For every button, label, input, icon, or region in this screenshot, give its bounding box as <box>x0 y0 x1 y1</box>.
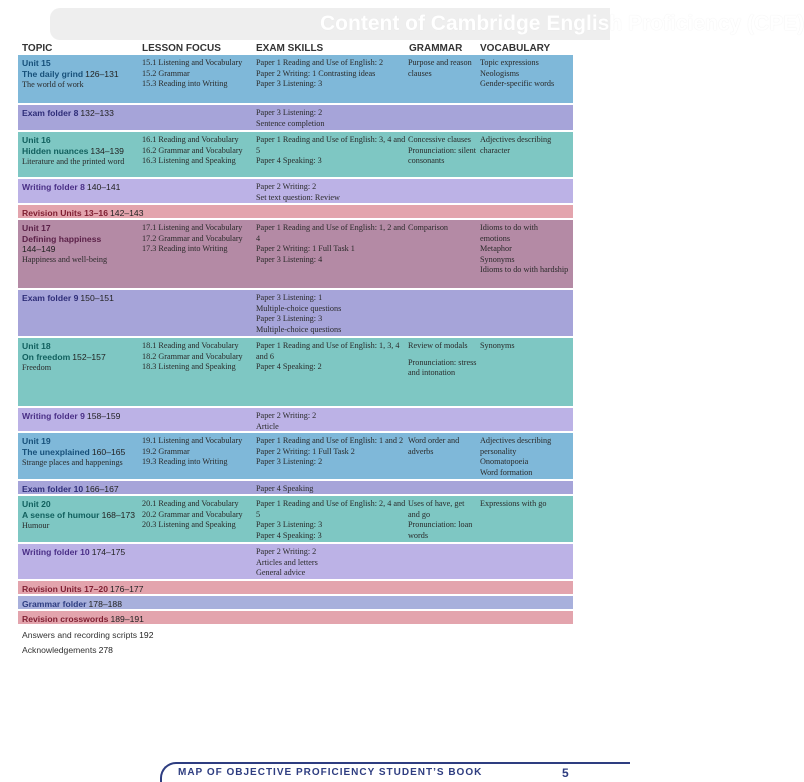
unit-title: A sense of humour <box>22 509 100 520</box>
unit-pages: 144–149 <box>22 244 56 255</box>
grammar-item: Word order and adverbs <box>408 436 460 456</box>
header-vocabulary: VOCABULARY <box>480 43 551 54</box>
footer-title: MAP OF OBJECTIVE PROFICIENCY STUDENT’S BOOK <box>178 767 483 778</box>
unit-row-15 <box>18 55 573 105</box>
lesson-item: 15.1 Listening and Vocabulary <box>142 58 243 67</box>
vocab-item: Idioms to do with emotions <box>480 223 538 243</box>
unit-row-18 <box>18 338 573 408</box>
lesson-item: 19.1 Listening and Vocabulary <box>142 436 243 445</box>
exam-skills-cell <box>256 411 406 432</box>
answers-row <box>18 626 573 642</box>
unit-theme: Literature and the printed word <box>22 157 125 167</box>
lesson-item: 17.3 Reading into Writing <box>142 244 228 254</box>
acknowledgements-pages: 278 <box>98 645 113 655</box>
revision-row-17-20 <box>18 581 573 596</box>
folder-title: Exam folder 8 <box>22 108 79 118</box>
unit-row-16 <box>18 132 573 179</box>
exam-item: Set text question: Review <box>256 192 340 202</box>
writing-folder-row-9 <box>18 408 573 433</box>
lesson-focus-cell <box>142 223 254 255</box>
revision-title: Revision Units 13–16 <box>22 208 108 218</box>
grammar-item: Concessive clauses <box>408 135 471 144</box>
topic-cell <box>22 584 252 596</box>
lesson-item: 15.3 Reading into Writing <box>142 79 228 89</box>
revision-pages: 142–143 <box>110 208 144 218</box>
lesson-item: 18.2 Grammar and Vocabulary <box>142 351 243 361</box>
folder-title: Writing folder 9 <box>22 411 85 421</box>
folder-title: Writing folder 8 <box>22 182 85 192</box>
topic-cell <box>22 293 140 305</box>
topic-cell <box>22 484 140 496</box>
unit-number: Unit 20 <box>22 499 51 509</box>
grammar-item: Purpose and reason clauses <box>408 58 472 78</box>
grammar-folder-title: Grammar folder <box>22 599 87 609</box>
exam-item: Paper 2 Writing: 1 Full Task 2 <box>256 446 355 456</box>
exam-skills-cell <box>256 58 406 90</box>
folder-pages: 158–159 <box>86 411 121 421</box>
unit-title: On freedom <box>22 351 71 362</box>
exam-item: Articles and letters <box>256 557 318 567</box>
acknowledgements-row <box>18 642 573 658</box>
exam-skills-cell <box>256 484 406 495</box>
exam-item: Paper 1 Reading and Use of English: 3, 4 and 5 <box>256 135 406 155</box>
answers-title: Answers and recording scripts <box>22 630 138 640</box>
lesson-focus-cell <box>142 341 254 373</box>
vocabulary-cell <box>480 223 570 276</box>
exam-folder-row-10 <box>18 481 573 496</box>
grammar-cell <box>408 499 478 541</box>
unit-row-19 <box>18 433 573 481</box>
topic-cell <box>22 599 252 611</box>
lesson-item: 16.3 Listening and Speaking <box>142 156 236 166</box>
exam-skills-cell <box>256 499 406 541</box>
unit-title: The unexplained <box>22 446 90 457</box>
exam-item: Paper 3 Listening: 2 <box>256 457 323 467</box>
lesson-item: 18.1 Reading and Vocabulary <box>142 341 239 350</box>
lesson-item: 16.1 Reading and Vocabulary <box>142 135 239 144</box>
grammar-cell <box>408 436 478 457</box>
vocabulary-cell <box>480 135 570 156</box>
topic-cell <box>22 58 140 91</box>
grammar-item: Pronunciation: loan words <box>408 520 473 540</box>
lesson-focus-cell <box>142 436 254 468</box>
folder-pages: 140–141 <box>86 182 121 192</box>
grammar-folder-row <box>18 596 573 611</box>
topic-cell <box>22 411 140 423</box>
vocab-item: Word formation <box>480 467 533 477</box>
unit-row-17 <box>18 220 573 290</box>
exam-item: Article <box>256 421 279 431</box>
topic-cell <box>22 547 140 559</box>
exam-item: Paper 2 Writing: 1 Full Task 1 <box>256 244 355 254</box>
vocab-item: Synonyms <box>480 254 515 264</box>
exam-item: Paper 1 Reading and Use of English: 2 <box>256 58 384 67</box>
crosswords-pages: 189–191 <box>110 614 144 624</box>
lesson-focus-cell <box>142 135 254 167</box>
revision-row-13-16 <box>18 205 573 220</box>
lesson-item: 16.2 Grammar and Vocabulary <box>142 145 243 155</box>
vocab-item: Neologisms <box>480 68 520 78</box>
unit-theme: Freedom <box>22 363 52 373</box>
lesson-focus-cell <box>142 58 254 90</box>
folder-pages: 132–133 <box>80 108 114 118</box>
vocab-item: Adjectives describing personality <box>480 436 552 456</box>
acknowledgements-title: Acknowledgements <box>22 645 97 655</box>
contents-banner: Content of Cambridge English Proficiency (CPE) <box>50 8 610 40</box>
exam-skills-cell <box>256 547 406 579</box>
topic-cell <box>22 108 140 120</box>
exam-item: Paper 1 Reading and Use of English: 2, 4 and 5 <box>256 499 406 519</box>
exam-item: Paper 2 Writing: 2 <box>256 547 317 556</box>
writing-folder-row-10 <box>18 544 573 581</box>
vocab-item: Gender-specific words <box>480 79 555 89</box>
grammar-cell <box>408 135 478 167</box>
unit-number: Unit 17 <box>22 223 51 233</box>
exam-item: Paper 3 Listening: 3 <box>256 520 323 530</box>
grammar-item: Pronunciation: silent consonants <box>408 145 476 166</box>
lesson-item: 19.3 Reading into Writing <box>142 457 228 467</box>
topic-cell <box>22 645 282 657</box>
exam-item: Paper 4 Speaking: 3 <box>256 530 322 540</box>
exam-item: Paper 3 Listening: 2 <box>256 108 323 117</box>
header-grammar: GRAMMAR <box>409 43 463 54</box>
exam-item: Paper 2 Writing: 1 Contrasting ideas <box>256 68 376 78</box>
unit-theme: Happiness and well-being <box>22 254 108 264</box>
unit-title: The daily grind <box>22 68 84 79</box>
exam-skills-cell <box>256 223 406 265</box>
vocabulary-cell <box>480 58 570 90</box>
exam-item: Paper 2 Writing: 2 <box>256 411 317 420</box>
exam-skills-cell <box>256 341 406 373</box>
grammar-item: Review of modals <box>408 341 468 350</box>
header-topic: TOPIC <box>22 43 53 54</box>
exam-item: Paper 4 Speaking: 3 <box>256 156 322 166</box>
vocab-item: Onomatopoeia <box>480 457 529 467</box>
exam-item: Paper 1 Reading and Use of English: 1 and 2 <box>256 436 404 445</box>
vocabulary-cell <box>480 499 570 510</box>
exam-item: Multiple-choice questions <box>256 303 342 313</box>
lesson-focus-cell <box>142 499 254 531</box>
folder-title: Exam folder 9 <box>22 293 79 303</box>
topic-cell <box>22 630 282 642</box>
vocabulary-cell <box>480 341 570 352</box>
exam-skills-cell <box>256 135 406 167</box>
unit-theme: The world of work <box>22 80 84 90</box>
lesson-item: 19.2 Grammar <box>142 446 190 456</box>
topic-cell <box>22 135 140 168</box>
vocabulary-cell <box>480 436 570 478</box>
page-number: 5 <box>562 766 569 780</box>
writing-folder-row-8 <box>18 179 573 205</box>
exam-item: General advice <box>256 568 306 578</box>
revision-title: Revision Units 17–20 <box>22 584 108 594</box>
header-lesson-focus: LESSON FOCUS <box>142 43 221 54</box>
grammar-cell <box>408 341 478 379</box>
unit-pages: 168–173 <box>101 509 136 520</box>
grammar-item: Comparison <box>408 223 449 232</box>
exam-skills-cell <box>256 436 406 468</box>
topic-cell <box>22 341 140 374</box>
exam-folder-row-9 <box>18 290 573 338</box>
lesson-item: 20.2 Grammar and Vocabulary <box>142 509 243 519</box>
unit-number: Unit 19 <box>22 436 51 446</box>
unit-pages: 126–131 <box>85 68 119 79</box>
grammar-item: Pronunciation: stress and intonation <box>408 357 477 378</box>
contents-table <box>18 55 573 658</box>
grammar-cell <box>408 223 478 234</box>
header-exam-skills: EXAM SKILLS <box>256 43 324 54</box>
column-headers <box>0 40 600 56</box>
exam-item: Paper 3 Listening: 3 <box>256 314 323 324</box>
unit-theme: Strange places and happenings <box>22 458 123 468</box>
unit-pages: 152–157 <box>72 351 106 362</box>
exam-item: Sentence completion <box>256 118 325 128</box>
topic-cell <box>22 223 140 265</box>
revision-crosswords-row <box>18 611 573 626</box>
folder-pages: 174–175 <box>91 547 126 557</box>
revision-pages: 176–177 <box>110 584 144 594</box>
unit-number: Unit 15 <box>22 58 51 68</box>
lesson-item: 20.1 Reading and Vocabulary <box>142 499 239 508</box>
lesson-item: 17.2 Grammar and Vocabulary <box>142 233 243 243</box>
exam-skills-cell <box>256 108 406 129</box>
topic-cell <box>22 614 252 626</box>
grammar-item: Uses of have, get and go <box>408 499 465 519</box>
exam-item: Paper 2 Writing: 2 <box>256 182 317 191</box>
lesson-item: 20.3 Listening and Speaking <box>142 520 236 530</box>
exam-skills-cell <box>256 182 406 203</box>
unit-title: Defining happiness <box>22 233 102 244</box>
exam-skills-cell <box>256 293 406 335</box>
unit-number: Unit 18 <box>22 341 51 351</box>
topic-cell <box>22 208 252 220</box>
folder-pages: 150–151 <box>80 293 114 303</box>
page-footer <box>160 762 630 782</box>
topic-cell <box>22 436 140 469</box>
exam-item: Paper 3 Listening: 3 <box>256 79 323 89</box>
folder-pages: 166–167 <box>85 484 119 494</box>
grammar-cell <box>408 58 478 79</box>
exam-item: Paper 1 Reading and Use of English: 1, 3, 4 and 6 <box>256 341 400 361</box>
folder-title: Exam folder 10 <box>22 484 84 494</box>
grammar-folder-pages: 178–188 <box>88 599 122 609</box>
exam-item: Paper 3 Listening: 4 <box>256 254 323 264</box>
unit-theme: Humour <box>22 521 50 531</box>
exam-item: Paper 4 Speaking <box>256 484 314 493</box>
exam-item: Multiple-choice questions <box>256 324 342 334</box>
unit-pages: 160–165 <box>91 446 126 457</box>
vocab-item: Expressions with go <box>480 499 547 508</box>
topic-cell <box>22 499 140 532</box>
topic-cell <box>22 182 140 194</box>
vocab-item: Synonyms <box>480 341 515 350</box>
exam-item: Paper 1 Reading and Use of English: 1, 2 and 4 <box>256 223 406 243</box>
unit-title: Hidden nuances <box>22 145 89 156</box>
folder-title: Writing folder 10 <box>22 547 90 557</box>
crosswords-title: Revision crosswords <box>22 614 109 624</box>
vocab-item: Adjectives describing character <box>480 135 552 155</box>
unit-number: Unit 16 <box>22 135 51 145</box>
lesson-item: 15.2 Grammar <box>142 68 190 78</box>
exam-item: Paper 4 Speaking: 2 <box>256 362 322 372</box>
vocab-item: Idioms to do with hardship <box>480 265 569 275</box>
exam-folder-row-8 <box>18 105 573 132</box>
unit-pages: 134–139 <box>90 145 124 156</box>
answers-pages: 192 <box>139 630 154 640</box>
lesson-item: 17.1 Listening and Vocabulary <box>142 223 243 232</box>
lesson-item: 18.3 Listening and Speaking <box>142 362 236 372</box>
unit-row-20 <box>18 496 573 544</box>
vocab-item: Topic expressions <box>480 58 539 67</box>
exam-item: Paper 3 Listening: 1 <box>256 293 323 302</box>
vocab-item: Metaphor <box>480 244 512 254</box>
